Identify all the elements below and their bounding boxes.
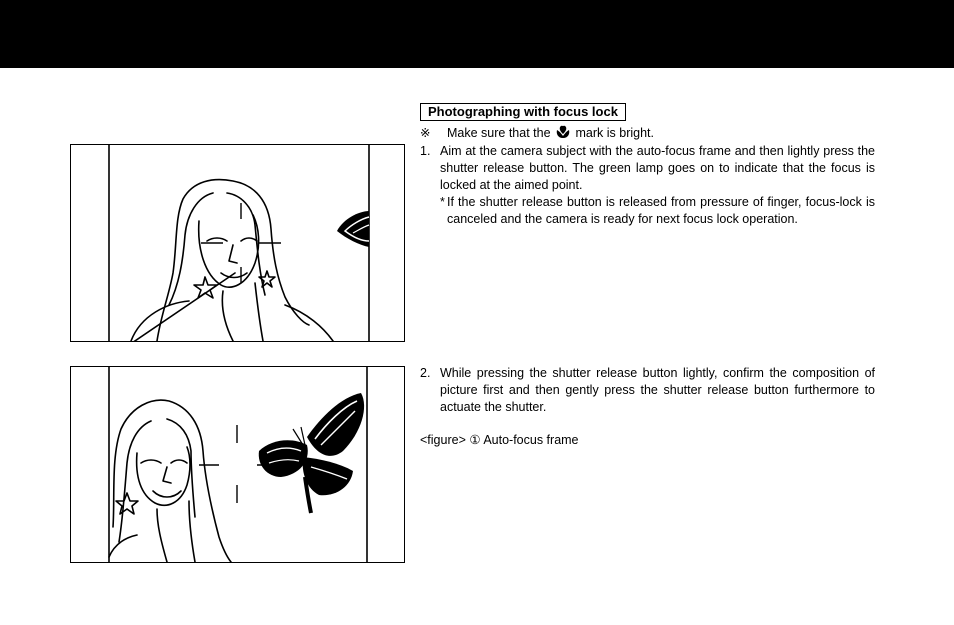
note-line <box>420 125 875 142</box>
portrait-illustration-2 <box>71 367 404 562</box>
note-text-before: Make sure that the <box>447 126 551 140</box>
step-1-number: 1. <box>420 144 431 158</box>
reference-mark: ※ <box>420 126 431 140</box>
macro-flower-icon <box>554 125 572 139</box>
step-1-text: Aim at the camera subject with the auto-focus frame and then lightly press the shutter release button. The green lamp goes on to indicate that the focus is locked at the aimed point. <box>440 144 875 192</box>
focus-lock-figure-1 <box>70 144 405 342</box>
step-1 <box>420 143 875 228</box>
subnote-text: If the shutter release button is released from pressure of finger, focus-lock is canceled and the camera is ready for next focus lock operation. <box>447 195 875 226</box>
subnote-marker: * <box>440 195 445 209</box>
butterfly-partial-illustration <box>337 211 369 247</box>
step-2-number: 2. <box>420 366 431 380</box>
butterfly-illustration <box>259 393 364 513</box>
step-1-subnote <box>440 194 875 228</box>
step-2 <box>420 365 875 416</box>
header-bar <box>0 0 954 68</box>
step-2-text: While pressing the shutter release button lightly, confirm the composition of picture first and then gently press the shutter release button furthermore to actuate the shutter. <box>440 366 875 414</box>
note-text-after: mark is bright. <box>575 126 654 140</box>
figure-caption: <figure> ① Auto-focus frame <box>420 433 579 447</box>
portrait-illustration-1 <box>71 145 404 341</box>
section-title: Photographing with focus lock <box>420 103 626 121</box>
focus-lock-figure-2 <box>70 366 405 563</box>
